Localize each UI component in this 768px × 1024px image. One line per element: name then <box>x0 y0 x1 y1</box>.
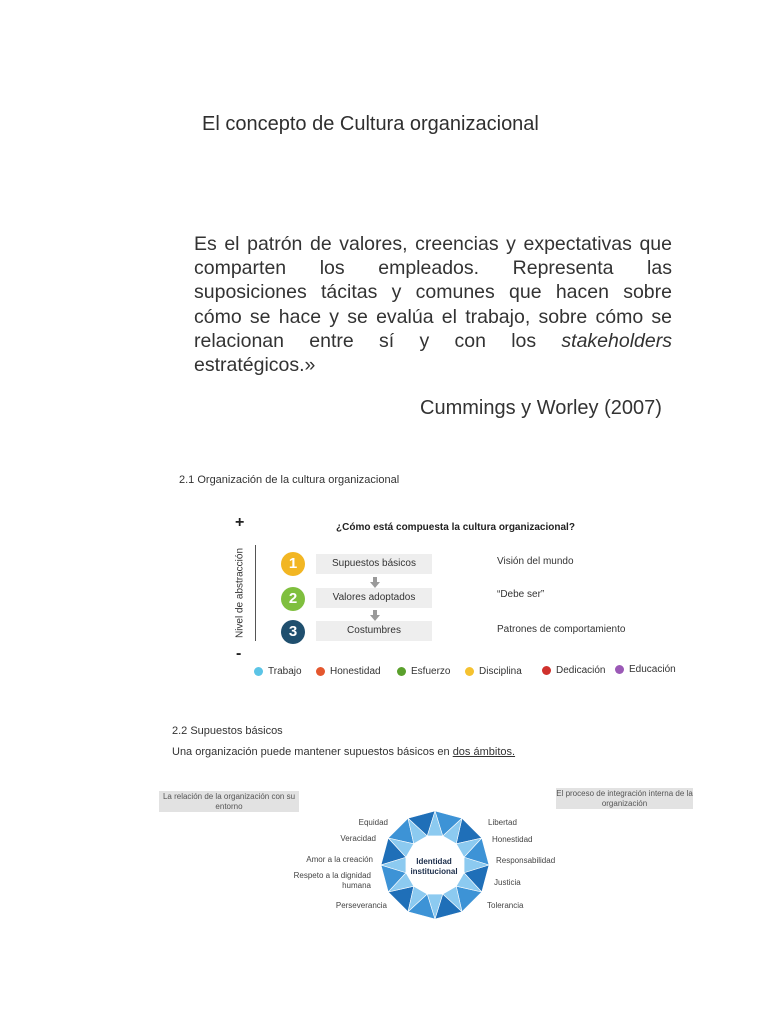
quote-text-after: estratégicos.» <box>194 354 316 377</box>
legend-label: Dedicación <box>556 665 606 676</box>
value-perseverancia: Perseverancia <box>335 901 387 910</box>
value-tolerancia: Tolerancia <box>487 901 524 910</box>
diagram-question: ¿Cómo está compuesta la cultura organizacional? <box>336 522 575 533</box>
legend-item-educacion <box>615 664 676 675</box>
value-equidad: Equidad <box>358 818 388 827</box>
step-3-circle: 3 <box>281 620 305 644</box>
legend-dot <box>465 667 474 676</box>
legend-dot <box>397 667 406 676</box>
legend-item-esfuerzo <box>397 666 450 677</box>
step-1-circle: 1 <box>281 552 305 576</box>
value-veracidad: Veracidad <box>340 834 376 843</box>
box-integracion-interna: El proceso de integración interna de la organización <box>556 789 693 808</box>
legend-item-honestidad <box>316 666 381 677</box>
plus-sign: + <box>235 514 245 531</box>
value-amor-creacion: Amor a la creación <box>306 855 373 864</box>
step-2-description: “Debe ser” <box>497 589 545 600</box>
legend-label: Educación <box>629 664 676 675</box>
section-heading-2-1: 2.1 Organización de la cultura organizacional <box>179 474 400 486</box>
intro-text: Una organización puede mantener supuestos básicos en <box>172 746 453 758</box>
legend-item-disciplina <box>465 666 522 677</box>
legend-item-dedicacion <box>542 665 605 676</box>
value-honestidad: Honestidad <box>492 835 533 844</box>
legend-label: Honestidad <box>330 666 381 677</box>
legend-item-trabajo <box>254 666 302 677</box>
step-1-box: Supuestos básicos <box>316 554 432 574</box>
legend-dot <box>615 665 624 674</box>
value-justicia: Justicia <box>494 878 521 887</box>
axis-line <box>255 545 256 641</box>
legend-dot <box>542 666 551 675</box>
legend-label: Trabajo <box>268 666 302 677</box>
quote-emphasis: stakeholders <box>561 329 672 352</box>
step-3-description: Patrones de comportamiento <box>497 624 626 635</box>
quote-block <box>194 232 672 377</box>
value-responsabilidad: Responsabilidad <box>496 856 556 865</box>
minus-sign: - <box>236 645 242 662</box>
page-title: El concepto de Cultura organizacional <box>202 113 539 135</box>
section-heading-2-2: 2.2 Supuestos básicos <box>172 725 283 737</box>
legend-dot <box>316 667 325 676</box>
quote-text-before: Es el patrón de valores, creencias y expectativas que comparten los empleados. Representa las suposiciones tácitas y comunes que hacen sobre cómo se hace y se evalúa el trabajo, sobre cómo se relacionan entre sí y con los <box>194 233 672 352</box>
step-3-box: Costumbres <box>316 621 432 641</box>
value-respeto-dignidad: Respeto a la dignidad humana <box>293 871 371 890</box>
axis-label: Nivel de abstracción <box>234 547 246 639</box>
box-relacion-entorno: La relación de la organización con su entorno <box>159 791 299 812</box>
citation: Cummings y Worley (2007) <box>420 397 662 419</box>
step-2-circle: 2 <box>281 587 305 611</box>
center-label: Identidad institucional <box>410 857 458 876</box>
step-1-description: Visión del mundo <box>497 556 574 567</box>
step-2-box: Valores adoptados <box>316 588 432 608</box>
legend-dot <box>254 667 263 676</box>
legend-label: Esfuerzo <box>411 666 451 677</box>
intro-link[interactable]: dos ámbitos. <box>452 746 516 758</box>
value-libertad: Libertad <box>488 818 517 827</box>
legend-label: Disciplina <box>479 666 522 677</box>
section-intro <box>172 746 515 758</box>
